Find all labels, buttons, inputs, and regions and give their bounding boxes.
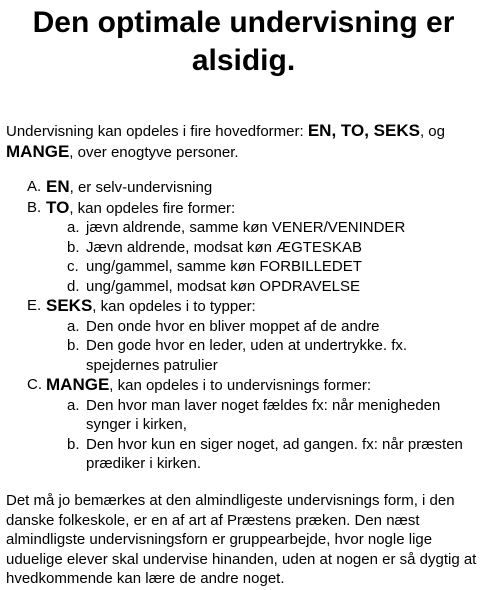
intro-mange-bold: MANGE <box>6 141 70 161</box>
intro-forms-bold: EN, TO, SEKS <box>307 121 420 140</box>
item-keyword: EN <box>46 177 70 196</box>
sub-item-text: Jævn aldrende, modsat køn ÆGTESKAB <box>86 238 362 256</box>
sub-list-item <box>46 396 477 435</box>
sub-item-text: Den hvor man laver noget fældes fx: når menigheden synger i kirken, <box>86 396 441 433</box>
item-text: , kan opdeles i to typper: <box>92 298 256 315</box>
sub-item-text: Den gode hvor en leder, uden at undertrykke. fx. spejdernes patrulier <box>86 337 408 374</box>
list-marker: B. <box>27 198 42 216</box>
item-text: , kan opdeles fire former: <box>69 199 236 217</box>
list-item <box>27 198 477 297</box>
sub-list-marker: b. <box>67 435 80 453</box>
intro-text: , over enogtyve personer. <box>69 143 239 161</box>
list-marker: C. <box>27 376 42 393</box>
sub-list-item <box>46 238 477 258</box>
page-title: Den optimale undervisning er alsidig. <box>32 6 455 77</box>
sub-list <box>46 317 477 376</box>
item-keyword: TO <box>46 197 70 217</box>
item-keyword: SEKS <box>46 296 93 315</box>
sub-list-marker: c. <box>67 258 79 275</box>
sub-list-item <box>46 435 477 474</box>
item-text: , kan opdeles i to undervisnings former: <box>109 377 372 394</box>
sub-item-text: Den hvor kun en siger noget, ad gangen. fx: når præsten prædiker i kirken. <box>86 435 463 472</box>
sub-list-marker: a. <box>67 396 80 414</box>
list-item <box>27 375 477 474</box>
sub-list-marker: d. <box>67 277 80 295</box>
intro-paragraph <box>6 121 481 162</box>
intro-text: Undervisning kan opdeles i fire hovedformer: <box>6 123 308 140</box>
sub-list-marker: b. <box>67 238 80 256</box>
list-marker: E. <box>27 297 42 314</box>
sub-list-item <box>46 317 477 337</box>
sub-list <box>46 396 477 474</box>
sub-list-item <box>46 257 477 277</box>
sub-item-text: ung/gammel, modsat køn OPDRAVELSE <box>86 277 360 295</box>
list-marker: A. <box>27 178 42 195</box>
sub-list <box>46 218 477 296</box>
intro-text: , og <box>419 123 445 140</box>
sub-item-text: Den onde hvor en bliver moppet af de andre <box>86 317 380 335</box>
sub-list-marker: b. <box>67 337 80 354</box>
sub-list-item <box>46 336 477 375</box>
item-keyword: MANGE <box>46 375 110 394</box>
forms-list <box>27 177 477 474</box>
sub-list-marker: a. <box>67 219 80 236</box>
sub-list-item <box>46 218 477 238</box>
list-item <box>27 296 477 375</box>
sub-item-text: jævn aldrende, samme køn VENER/VENINDER <box>86 219 406 236</box>
list-item <box>27 177 477 198</box>
sub-list-item <box>46 277 477 297</box>
sub-list-marker: a. <box>67 317 80 335</box>
conclusion-paragraph: Det må jo bemærkes at den almindligeste undervisnings form, i den danske folkeskole, er en af art af Præstens præken. Den næst almindligste undervisningsforn er gruppearbejde, hvor nogle lige uduelige elever skal undervise hinanden, uden at nogen er så dygtig at hvedkommende kan lære de andre noget. <box>6 492 477 587</box>
item-text: , er selv-undervisning <box>69 179 213 196</box>
sub-item-text: ung/gammel, samme køn FORBILLEDET <box>86 258 362 275</box>
